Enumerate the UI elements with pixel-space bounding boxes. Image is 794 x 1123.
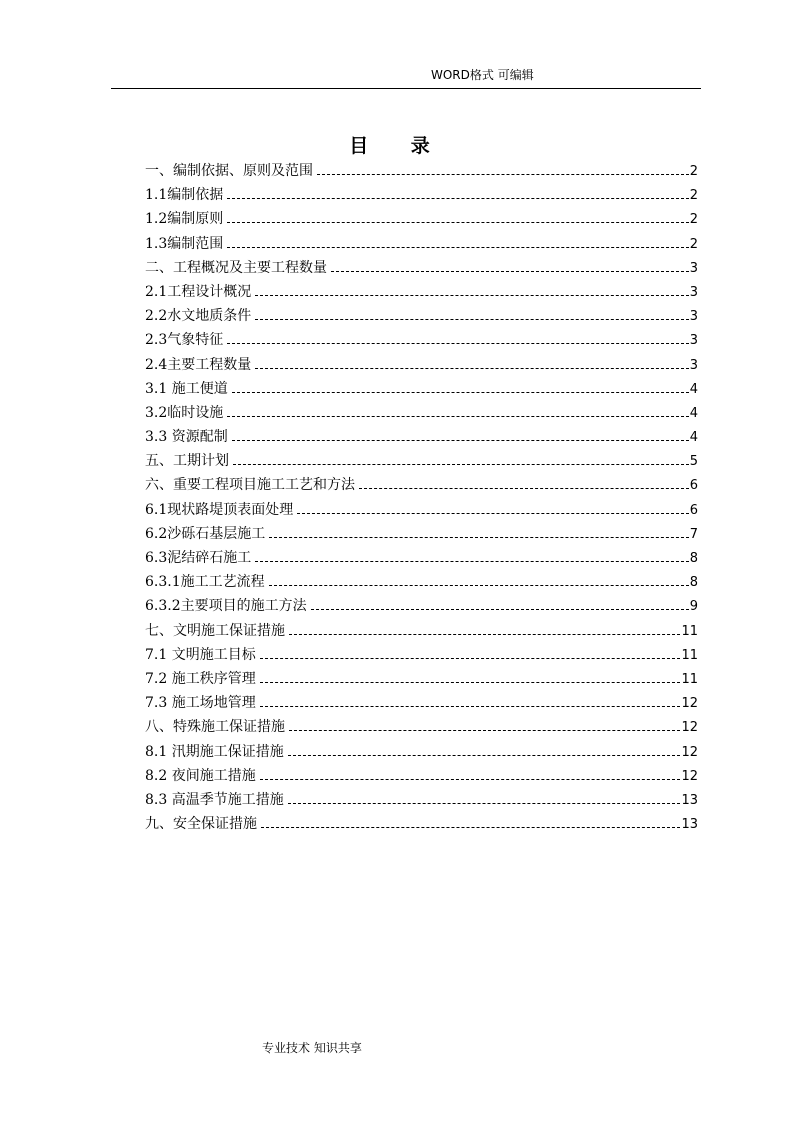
- toc-dot-leader: [232, 438, 689, 441]
- toc-entry-label: 6.3.1施工工艺流程: [145, 574, 265, 591]
- toc-entry[interactable]: [145, 208, 698, 232]
- toc-entry-page-number: 4: [689, 430, 698, 446]
- toc-entry-page-number: 3: [689, 333, 698, 349]
- toc-entry[interactable]: [145, 741, 698, 765]
- toc-entry[interactable]: [145, 789, 698, 813]
- toc-entry-label: 6.2沙砾石基层施工: [145, 525, 266, 542]
- toc-entry-page-number: 7: [689, 526, 698, 542]
- toc-entry[interactable]: [145, 281, 698, 305]
- toc-dot-leader: [317, 172, 689, 175]
- toc-entry-page-number: 9: [689, 599, 698, 615]
- toc-entry-label: 6.3.2主要项目的施工方法: [145, 598, 307, 615]
- toc-entry-label: 8.3 高温季节施工措施: [145, 791, 284, 808]
- toc-entry-page-number: 2: [689, 236, 698, 252]
- toc-entry-page-number: 11: [681, 647, 698, 663]
- toc-entry[interactable]: [145, 305, 698, 329]
- toc-dot-leader: [232, 390, 689, 393]
- toc-entry[interactable]: [145, 474, 698, 498]
- toc-entry-label: 一、编制依据、原则及范围: [145, 163, 313, 179]
- toc-entry-label: 九、安全保证措施: [145, 816, 257, 833]
- toc-entry[interactable]: [145, 547, 698, 571]
- toc-dot-leader: [227, 196, 688, 199]
- toc-entry-label: 六、重要工程项目施工工艺和方法: [145, 477, 355, 494]
- header-rule: [111, 88, 701, 89]
- toc-entry-page-number: 5: [689, 454, 698, 470]
- toc-entry[interactable]: [145, 354, 698, 378]
- toc-entry-label: 7.3 施工场地管理: [145, 695, 256, 712]
- toc-entry-page-number: 12: [681, 768, 698, 784]
- toc-dot-leader: [260, 656, 681, 659]
- toc-entry[interactable]: [145, 620, 698, 644]
- toc-dot-leader: [269, 583, 689, 586]
- toc-entry-label: 2.3气象特征: [145, 332, 224, 349]
- toc-entry-label: 2.4主要工程数量: [145, 356, 252, 373]
- toc-entry-page-number: 3: [689, 357, 698, 373]
- toc-dot-leader: [260, 680, 681, 683]
- toc-entry-page-number: 2: [689, 164, 698, 179]
- toc-entry-label: 3.1 施工便道: [145, 380, 228, 397]
- toc-entry[interactable]: [145, 426, 698, 450]
- page-header-text: WORD格式 可编辑: [431, 68, 534, 82]
- toc-entry-page-number: 12: [681, 696, 698, 712]
- toc-entry[interactable]: [145, 160, 698, 184]
- toc-entry-page-number: 4: [689, 381, 698, 397]
- toc-dot-leader: [233, 462, 689, 465]
- toc-dot-leader: [255, 366, 688, 369]
- table-of-contents: [145, 160, 698, 837]
- toc-entry-label: 6.3泥结碎石施工: [145, 550, 252, 566]
- toc-dot-leader: [255, 293, 688, 296]
- toc-entry[interactable]: [145, 595, 698, 619]
- toc-entry[interactable]: [145, 329, 698, 353]
- toc-entry-label: 8.1 汛期施工保证措施: [145, 743, 284, 760]
- toc-dot-leader: [227, 341, 688, 344]
- toc-entry[interactable]: [145, 692, 698, 716]
- toc-dot-leader: [255, 317, 688, 320]
- toc-dot-leader: [331, 269, 689, 272]
- toc-entry[interactable]: [145, 813, 698, 837]
- toc-entry-label: 8.2 夜间施工措施: [145, 767, 256, 784]
- toc-entry[interactable]: [145, 523, 698, 547]
- toc-entry[interactable]: [145, 402, 698, 426]
- toc-dot-leader: [227, 245, 688, 248]
- toc-dot-leader: [289, 728, 680, 731]
- toc-entry-label: 7.2 施工秩序管理: [145, 670, 256, 687]
- toc-dot-leader: [261, 825, 680, 828]
- toc-entry[interactable]: [145, 716, 698, 740]
- toc-entry-label: 2.1工程设计概况: [145, 283, 252, 300]
- toc-entry-page-number: 2: [689, 212, 698, 228]
- toc-entry-page-number: 6: [689, 478, 698, 494]
- toc-entry-page-number: 2: [689, 188, 698, 204]
- toc-entry-label: 1.2编制原则: [145, 211, 224, 228]
- toc-title: 目 录: [349, 135, 448, 157]
- toc-entry[interactable]: [145, 233, 698, 257]
- toc-entry-page-number: 12: [681, 720, 698, 736]
- toc-entry-label: 七、文明施工保证措施: [145, 622, 285, 639]
- toc-entry-label: 1.3编制范围: [145, 235, 224, 252]
- toc-dot-leader: [359, 486, 689, 489]
- toc-entry-page-number: 8: [689, 575, 698, 591]
- toc-entry-label: 五、工期计划: [145, 453, 229, 470]
- toc-entry-label: 二、工程概况及主要工程数量: [145, 259, 327, 276]
- toc-entry-page-number: 3: [689, 284, 698, 300]
- toc-entry-label: 7.1 文明施工目标: [145, 646, 256, 663]
- toc-dot-leader: [255, 559, 688, 562]
- toc-dot-leader: [288, 801, 681, 804]
- toc-entry-page-number: 3: [689, 260, 698, 276]
- toc-entry-page-number: 6: [689, 502, 698, 518]
- toc-entry[interactable]: [145, 765, 698, 789]
- toc-dot-leader: [289, 632, 680, 635]
- toc-entry-label: 2.2水文地质条件: [145, 308, 252, 325]
- toc-dot-leader: [297, 511, 688, 514]
- toc-entry-label: 八、特殊施工保证措施: [145, 719, 285, 736]
- toc-dot-leader: [288, 753, 681, 756]
- toc-dot-leader: [227, 220, 688, 223]
- toc-entry[interactable]: [145, 668, 698, 692]
- toc-entry-label: 1.1编制依据: [145, 187, 224, 204]
- toc-entry-page-number: 13: [681, 792, 698, 808]
- toc-dot-leader: [269, 535, 688, 538]
- toc-entry-page-number: 8: [689, 551, 698, 566]
- toc-entry-page-number: 13: [681, 817, 698, 833]
- toc-dot-leader: [260, 777, 681, 780]
- toc-entry-page-number: 11: [681, 671, 698, 687]
- toc-entry-page-number: 3: [689, 309, 698, 325]
- toc-dot-leader: [260, 704, 681, 707]
- toc-entry[interactable]: [145, 571, 698, 595]
- toc-entry[interactable]: [145, 644, 698, 668]
- page-footer-text: 专业技术 知识共享: [262, 1041, 362, 1055]
- toc-entry-page-number: 4: [689, 405, 698, 421]
- toc-entry-label: 6.1现状路堤顶表面处理: [145, 501, 294, 518]
- toc-entry[interactable]: [145, 378, 698, 402]
- toc-entry-page-number: 11: [681, 623, 698, 639]
- toc-entry-label: 3.3 资源配制: [145, 429, 228, 446]
- toc-entry[interactable]: [145, 257, 698, 281]
- toc-entry-label: 3.2临时设施: [145, 404, 224, 421]
- toc-dot-leader: [311, 607, 689, 610]
- toc-entry[interactable]: [145, 184, 698, 208]
- toc-entry[interactable]: [145, 450, 698, 474]
- toc-dot-leader: [227, 414, 688, 417]
- toc-entry[interactable]: [145, 499, 698, 523]
- toc-entry-page-number: 12: [681, 744, 698, 760]
